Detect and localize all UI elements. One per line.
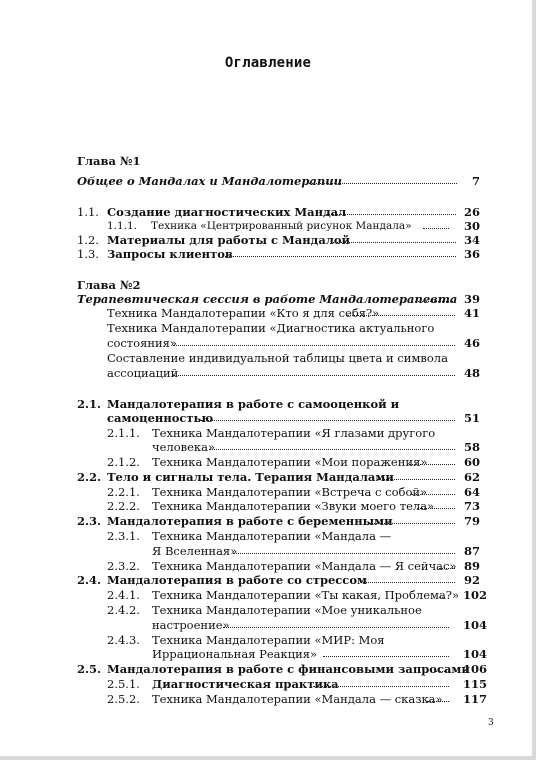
entry-text: Мандалотерапия в работе с финансовыми запросами bbox=[107, 662, 470, 676]
entry-text-line2: настроение» bbox=[152, 618, 230, 632]
entry-text: Техника Мандалотерапии «Мандала — сказка» bbox=[152, 692, 443, 706]
page-ref: 115 bbox=[462, 677, 487, 691]
leader-dots bbox=[173, 375, 455, 376]
chapter1-heading-row[interactable] bbox=[77, 174, 488, 188]
entry-text: Техника Мандалотерапии «Ты какая, Проблема?» bbox=[152, 588, 460, 602]
page-ref: 48 bbox=[463, 366, 480, 380]
page-ref: 30 bbox=[463, 219, 480, 233]
toc-entry-2-3-2[interactable] bbox=[77, 559, 488, 573]
page-ref: 58 bbox=[463, 440, 480, 454]
page-ref: 87 bbox=[463, 544, 480, 558]
page-ref: 117 bbox=[462, 692, 487, 706]
toc-entry-2-5-1[interactable] bbox=[77, 677, 488, 691]
toc-entry-intro-3[interactable] bbox=[77, 366, 488, 380]
entry-number: 2.3. bbox=[77, 514, 102, 528]
page-shadow-right bbox=[532, 0, 536, 760]
entry-text: Создание диагностических Мандал bbox=[107, 205, 347, 219]
entry-text: Техника Мандалотерапии «Мандала — Я сейчас» bbox=[152, 559, 457, 573]
page-number: 3 bbox=[488, 718, 494, 728]
entry-text-line1: Техника Мандалотерапии «Диагностика актуального bbox=[107, 321, 435, 335]
page-ref: 41 bbox=[463, 306, 480, 320]
toc-entry-2-4[interactable] bbox=[77, 573, 488, 587]
entry-number: 2.1. bbox=[77, 397, 102, 411]
entry-text-line2: Я Вселенная» bbox=[152, 544, 238, 558]
page-ref: 102 bbox=[462, 588, 487, 602]
page-ref: 51 bbox=[463, 411, 480, 425]
entry-text-line1: Техника Мандалотерапии «Мое уникальное bbox=[152, 603, 422, 617]
page-ref: 34 bbox=[463, 233, 480, 247]
toc-entry-2-2-1[interactable] bbox=[77, 485, 488, 499]
entry-text-line2: самоценностью bbox=[107, 411, 214, 425]
entry-number: 2.5.2. bbox=[107, 692, 140, 706]
toc-title: Оглавление bbox=[224, 55, 312, 71]
entry-text-line2: Иррациональная Реакция» bbox=[152, 647, 318, 661]
toc-entry-1-2[interactable] bbox=[77, 233, 488, 247]
leader-dots bbox=[309, 183, 457, 184]
leader-dots bbox=[323, 656, 449, 657]
entry-text: Техника «Центрированный рисунок Мандала» bbox=[151, 220, 412, 232]
leader-dots bbox=[201, 420, 455, 421]
page-ref: 64 bbox=[463, 485, 480, 499]
toc-entry-2-4-2[interactable] bbox=[77, 618, 488, 632]
page-ref: 7 bbox=[471, 174, 480, 188]
entry-number: 1.2. bbox=[77, 233, 99, 247]
page-ref: 106 bbox=[462, 662, 487, 676]
page-ref: 92 bbox=[463, 573, 480, 587]
page-shadow-bottom bbox=[0, 756, 536, 760]
toc-entry-2-4-1[interactable] bbox=[77, 588, 488, 602]
leader-dots bbox=[427, 701, 449, 702]
entry-number: 2.5. bbox=[77, 662, 102, 676]
entry-text-line1: Техника Мандалотерапии «Я глазами другого bbox=[152, 426, 436, 440]
entry-text-line2: ассоциаций bbox=[107, 366, 179, 380]
page-ref: 62 bbox=[463, 470, 480, 484]
entry-number: 2.4.1. bbox=[107, 588, 140, 602]
entry-text: Техника Мандалотерапии «Встреча с собой» bbox=[152, 485, 428, 499]
entry-text-line1: Техника Мандалотерапии «Мандала — bbox=[152, 529, 392, 543]
entry-text: Техника Мандалотерапии «Мои поражения» bbox=[152, 455, 428, 469]
toc-entry-2-1-1[interactable] bbox=[77, 440, 488, 454]
toc-entry-1-1[interactable] bbox=[77, 205, 488, 219]
leader-dots bbox=[233, 553, 455, 554]
entry-number: 2.5.1. bbox=[107, 677, 140, 691]
page-ref: 73 bbox=[463, 499, 480, 513]
entry-number: 2.2.2. bbox=[107, 499, 140, 513]
entry-text-line1: Мандалотерапия в работе с самооценкой и bbox=[107, 397, 400, 411]
page-ref: 39 bbox=[463, 292, 480, 306]
entry-number: 2.1.1. bbox=[107, 426, 140, 440]
toc-entry-intro-1[interactable] bbox=[77, 306, 488, 320]
entry-text: Диагностическая практика bbox=[152, 677, 339, 691]
entry-number: 2.3.2. bbox=[107, 559, 140, 573]
page-ref: 79 bbox=[463, 514, 480, 528]
toc-entry-1-1-1[interactable] bbox=[77, 219, 488, 233]
entry-text-line1: Техника Мандалотерапии «МИР: Моя bbox=[152, 633, 385, 647]
entry-number: 2.4.2. bbox=[107, 603, 140, 617]
toc-entry-2-1[interactable] bbox=[77, 411, 488, 425]
toc-entry-2-3-1[interactable] bbox=[77, 544, 488, 558]
entry-number: 2.2. bbox=[77, 470, 102, 484]
entry-text: Запросы клиентов bbox=[107, 247, 233, 261]
entry-number: 2.4. bbox=[77, 573, 102, 587]
toc-entry-2-2[interactable] bbox=[77, 470, 488, 484]
entry-number: 2.4.3. bbox=[107, 633, 140, 647]
chapter2-heading: Терапевтическая сессия в работе Мандалотерапевта bbox=[77, 292, 458, 306]
entry-text: Техника Мандалотерапии «Звуки моего тела» bbox=[152, 499, 435, 513]
entry-number: 1.1.1. bbox=[107, 220, 138, 232]
leader-dots bbox=[223, 256, 456, 257]
toc-entry-2-1-2[interactable] bbox=[77, 455, 488, 469]
entry-number: 2.2.1. bbox=[107, 485, 140, 499]
leader-dots bbox=[313, 686, 449, 687]
page-ref: 104 bbox=[462, 618, 487, 632]
entry-number: 2.3.1. bbox=[107, 529, 140, 543]
leader-dots bbox=[209, 449, 455, 450]
toc-entry-2-3[interactable] bbox=[77, 514, 488, 528]
entry-text-line2: человека» bbox=[152, 440, 215, 454]
leader-dots bbox=[223, 627, 449, 628]
entry-text: Тело и сигналы тела. Терапия Мандалами bbox=[107, 470, 394, 484]
page-ref: 26 bbox=[463, 205, 480, 219]
leader-dots bbox=[347, 315, 455, 316]
toc-entry-2-4-3[interactable] bbox=[77, 647, 488, 661]
page-ref: 60 bbox=[463, 455, 480, 469]
toc-entry-1-3[interactable] bbox=[77, 247, 488, 261]
entry-text: Техника Мандалотерапии «Кто я для себя?» bbox=[107, 306, 380, 320]
entry-text: Материалы для работы с Мандалой bbox=[107, 233, 351, 247]
chapter2-label: Глава №2 bbox=[77, 278, 141, 292]
page-ref: 36 bbox=[463, 247, 480, 261]
chapter2-heading-row[interactable] bbox=[77, 292, 488, 306]
entry-text-line2: состояния» bbox=[107, 336, 177, 350]
toc-entry-2-5[interactable] bbox=[77, 662, 488, 676]
page-ref: 46 bbox=[463, 336, 480, 350]
toc-entry-2-5-2[interactable] bbox=[77, 692, 488, 706]
chapter1-heading: Общее о Мандалах и Мандалотерапии bbox=[77, 174, 342, 188]
page-ref: 104 bbox=[462, 647, 487, 661]
toc-entry-intro-2[interactable] bbox=[77, 336, 488, 350]
leader-dots bbox=[173, 345, 455, 346]
entry-number: 2.1.2. bbox=[107, 455, 140, 469]
toc-entry-2-2-2[interactable] bbox=[77, 499, 488, 513]
entry-text: Мандалотерапия в работе с беременными bbox=[107, 514, 393, 528]
leader-dots bbox=[439, 597, 445, 598]
entry-number: 1.1. bbox=[77, 205, 99, 219]
entry-text: Мандалотерапия в работе со стрессом bbox=[107, 573, 367, 587]
leader-dots bbox=[326, 214, 456, 215]
entry-text-line1: Составление индивидуальной таблицы цвета и символа bbox=[107, 351, 448, 365]
leader-dots bbox=[331, 242, 456, 243]
entry-number: 1.3. bbox=[77, 247, 99, 261]
chapter1-label: Глава №1 bbox=[77, 154, 141, 168]
page-ref: 89 bbox=[463, 559, 480, 573]
